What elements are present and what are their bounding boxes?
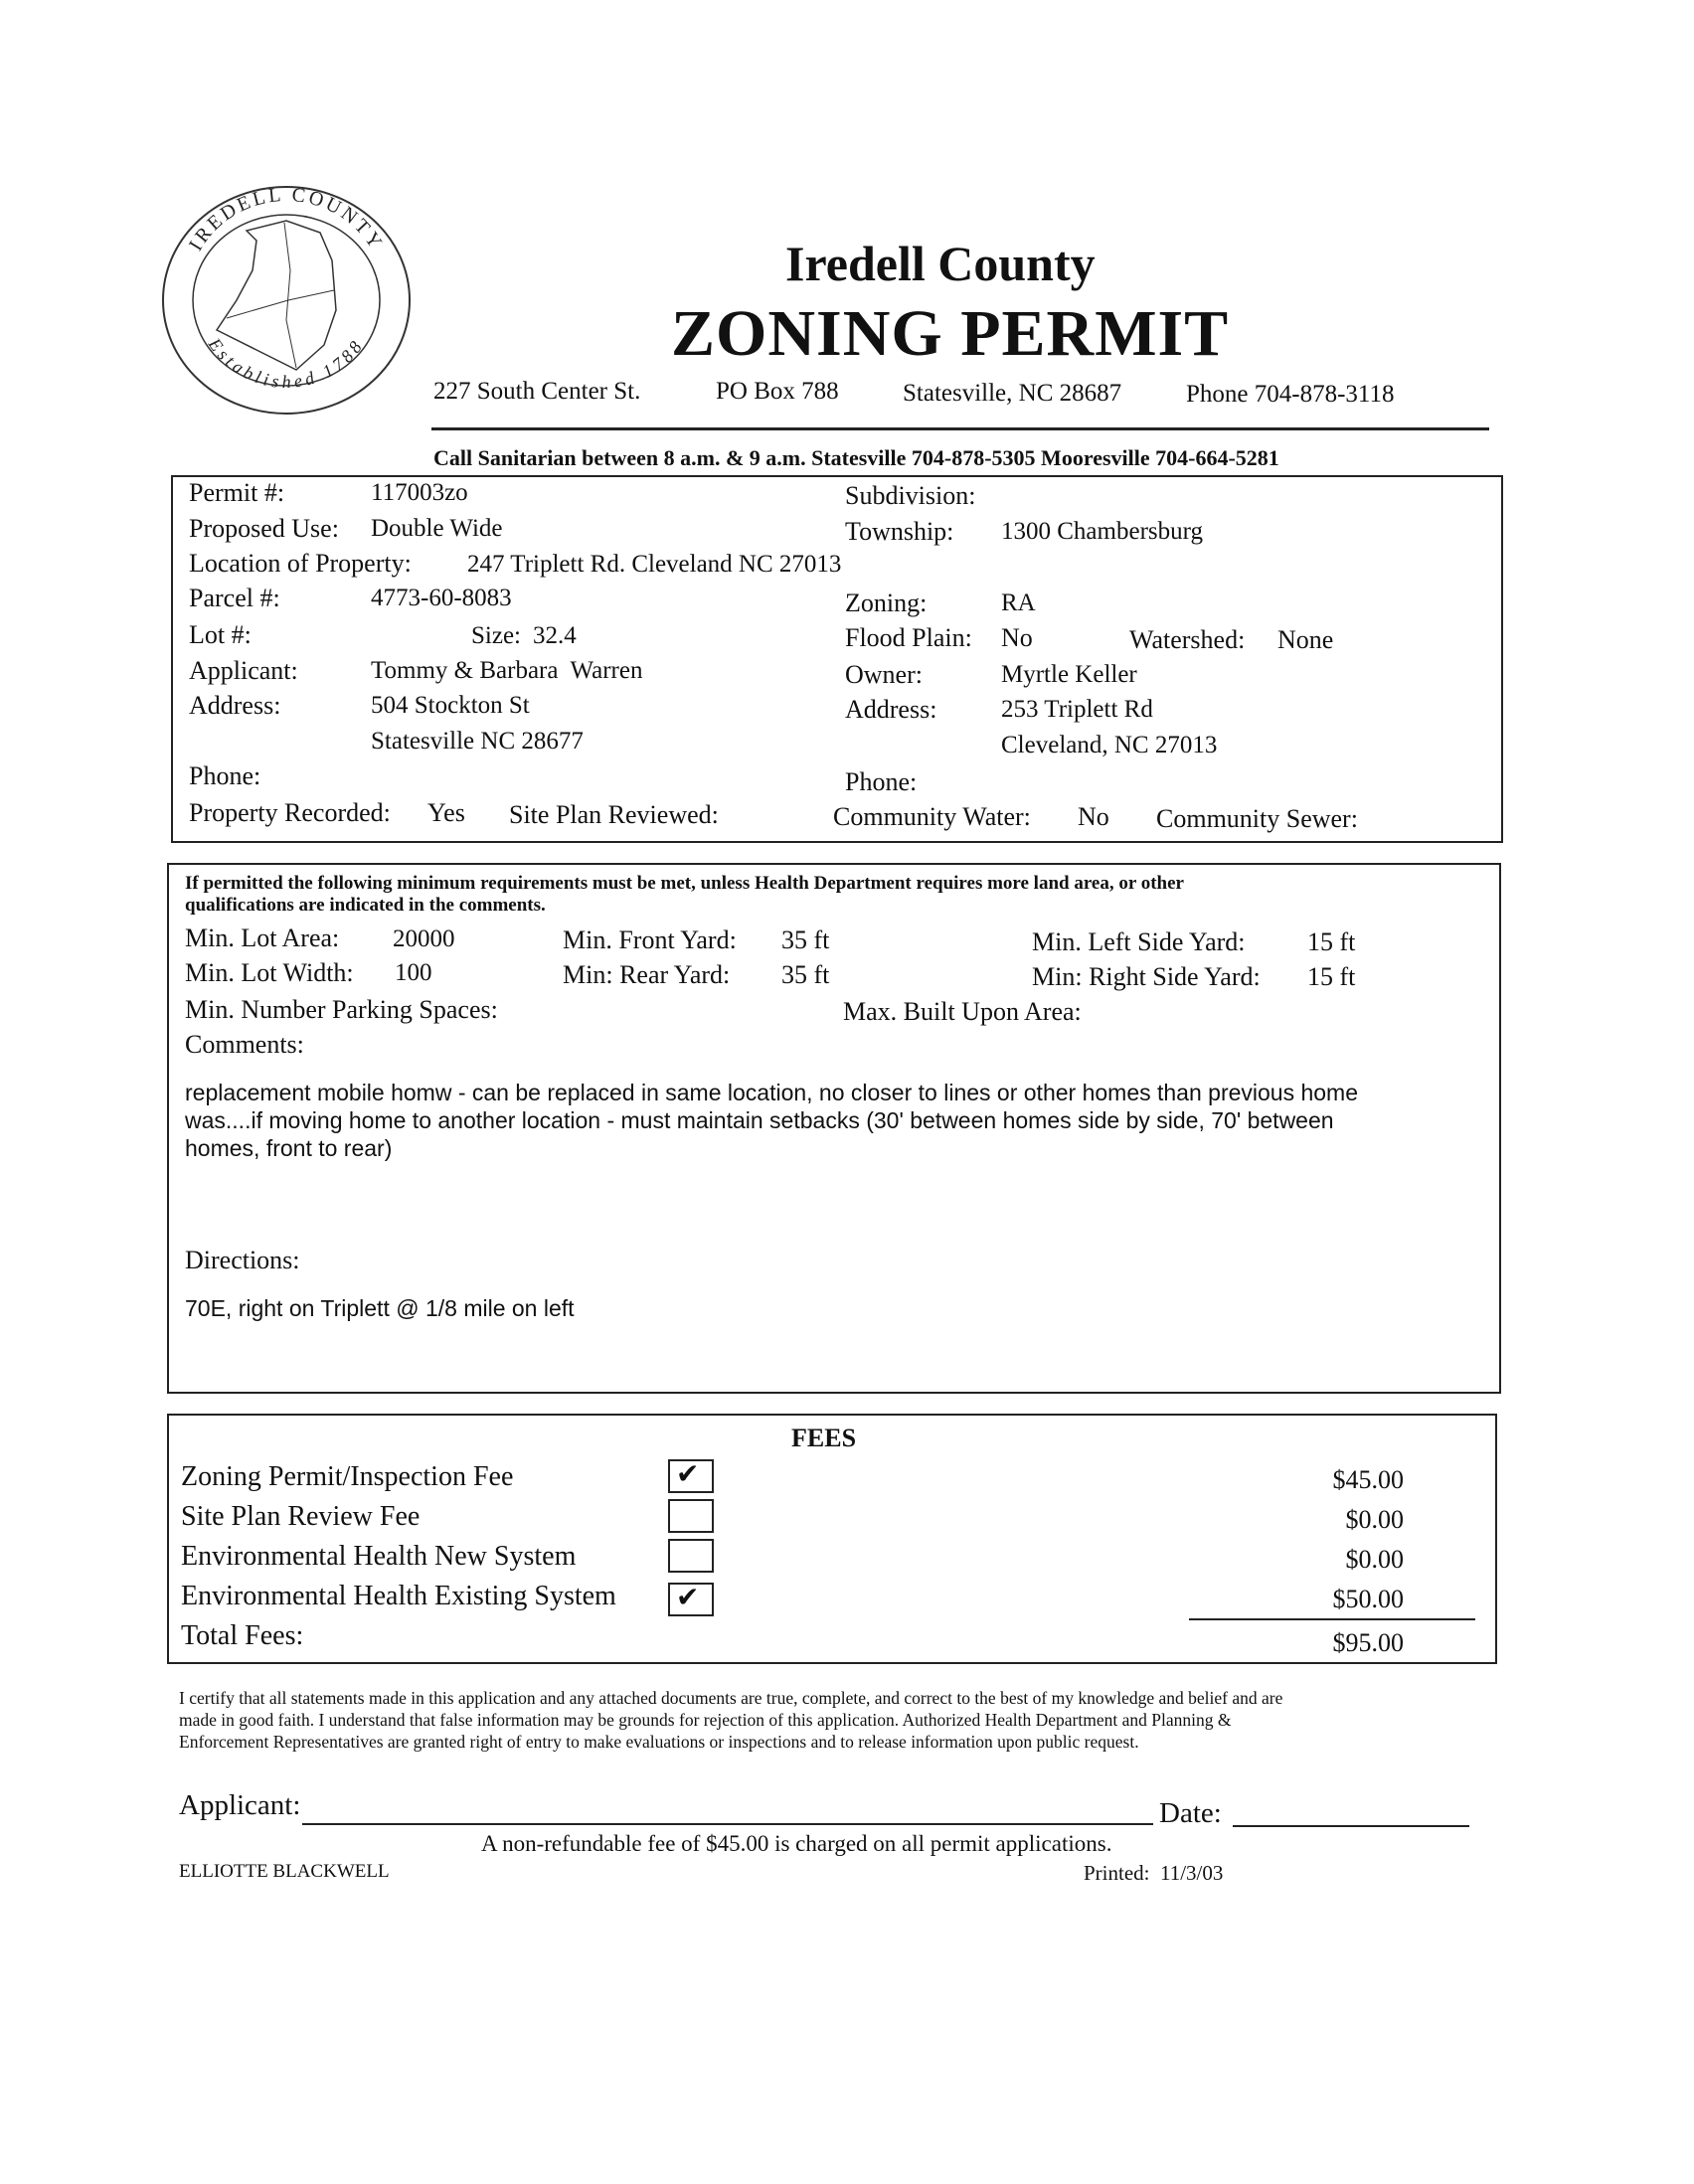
- subdivision-label: Subdivision:: [845, 481, 976, 510]
- svg-text:Established 1788: [204, 334, 368, 393]
- header-divider: [431, 427, 1489, 430]
- seal-top-text: IREDELL COUNTY: [184, 183, 388, 255]
- check-mark-icon: ✔: [676, 1457, 700, 1490]
- size-value: 32.4: [533, 622, 577, 649]
- header-street: 227 South Center St.: [433, 378, 641, 405]
- lot-label: Lot #:: [189, 620, 252, 649]
- min-lot-area-value: 20000: [393, 925, 455, 952]
- owner-value: Myrtle Keller: [1001, 661, 1137, 688]
- date-line[interactable]: [1233, 1825, 1469, 1827]
- owner-address-line2: Cleveland, NC 27013: [1001, 732, 1218, 758]
- property-recorded-label: Property Recorded:: [189, 798, 391, 827]
- fee-checkbox[interactable]: [668, 1583, 714, 1616]
- applicant-signature-line[interactable]: [302, 1823, 1153, 1825]
- header-pobox: PO Box 788: [716, 378, 839, 405]
- directions-value: 70E, right on Triplett @ 1/8 mile on left: [185, 1295, 575, 1321]
- fee-label: Environmental Health New System: [181, 1541, 577, 1572]
- issuer-name: ELLIOTTE BLACKWELL: [179, 1861, 390, 1882]
- min-rear-yard-value: 35 ft: [781, 960, 830, 989]
- watershed-value: None: [1277, 625, 1334, 654]
- fee-note: A non-refundable fee of $45.00 is charged on all permit applications.: [481, 1831, 1112, 1856]
- min-rear-yard-label: Min: Rear Yard:: [563, 960, 731, 989]
- fee-amount: $45.00: [1332, 1465, 1404, 1494]
- parking-spaces-label: Min. Number Parking Spaces:: [185, 995, 498, 1024]
- fees-title: FEES: [791, 1424, 857, 1452]
- total-fees-value: $95.00: [1332, 1628, 1404, 1657]
- township-label: Township:: [845, 517, 954, 546]
- fee-amount: $0.00: [1345, 1545, 1404, 1574]
- proposed-use-label: Proposed Use:: [189, 514, 339, 543]
- header-phone: Phone 704-878-3118: [1186, 381, 1395, 408]
- county-seal: [157, 181, 416, 420]
- comments-line1: replacement mobile homw - can be replaced in same location, no closer to lines or other homes than previous home: [185, 1080, 1359, 1105]
- proposed-use-value: Double Wide: [371, 515, 503, 542]
- date-label: Date:: [1159, 1797, 1222, 1829]
- community-water-value: No: [1078, 802, 1109, 831]
- fee-label: Site Plan Review Fee: [181, 1501, 421, 1532]
- flood-plain-value: No: [1001, 623, 1033, 652]
- permit-value: 117003zo: [371, 479, 468, 506]
- permit-label: Permit #:: [189, 478, 285, 507]
- directions-label: Directions:: [185, 1246, 300, 1274]
- owner-phone-label: Phone:: [845, 767, 918, 796]
- parcel-value: 4773-60-8083: [371, 585, 512, 611]
- applicant-label: Applicant:: [189, 656, 298, 685]
- zoning-value: RA: [1001, 589, 1036, 616]
- flood-plain-label: Flood Plain:: [845, 623, 972, 652]
- township-value: 1300 Chambersburg: [1001, 518, 1203, 545]
- owner-address-line1: 253 Triplett Rd: [1001, 696, 1153, 723]
- sanitarian-note: Call Sanitarian between 8 a.m. & 9 a.m. Statesville 704-878-5305 Mooresville 704-664-5281: [433, 445, 1279, 470]
- location-label: Location of Property:: [189, 549, 412, 578]
- total-fees-label: Total Fees:: [181, 1620, 304, 1651]
- parcel-label: Parcel #:: [189, 584, 280, 612]
- requirements-intro-line2: qualifications are indicated in the comments.: [185, 895, 546, 916]
- location-value: 247 Triplett Rd. Cleveland NC 27013: [467, 551, 842, 578]
- min-left-yard-value: 15 ft: [1307, 927, 1356, 956]
- min-lot-width-value: 100: [395, 959, 432, 986]
- fee-label: Environmental Health Existing System: [181, 1581, 616, 1611]
- page-title: ZONING PERMIT: [671, 297, 1230, 370]
- min-left-yard-label: Min. Left Side Yard:: [1032, 927, 1246, 956]
- fee-checkbox[interactable]: [668, 1499, 714, 1533]
- fee-checkbox[interactable]: [668, 1459, 714, 1493]
- certify-line3: Enforcement Representatives are granted right of entry to make evaluations or inspections and to release information upon public request.: [179, 1732, 1139, 1752]
- total-rule: [1189, 1618, 1475, 1620]
- fee-amount: $0.00: [1345, 1505, 1404, 1534]
- zoning-label: Zoning:: [845, 588, 928, 617]
- fee-checkbox[interactable]: [668, 1539, 714, 1573]
- property-recorded-value: Yes: [427, 798, 465, 827]
- owner-label: Owner:: [845, 660, 923, 689]
- printed-date: Printed: 11/3/03: [1084, 1861, 1224, 1885]
- community-water-label: Community Water:: [833, 802, 1031, 831]
- county-name: Iredell County: [785, 236, 1096, 291]
- size-label: Size:: [471, 622, 521, 649]
- applicant-value: Tommy & Barbara Warren: [371, 657, 643, 684]
- min-lot-area-label: Min. Lot Area:: [185, 924, 340, 952]
- applicant-signature-label: Applicant:: [179, 1789, 301, 1821]
- min-lot-width-label: Min. Lot Width:: [185, 958, 354, 987]
- owner-address-label: Address:: [845, 695, 937, 724]
- min-right-yard-value: 15 ft: [1307, 962, 1356, 991]
- min-front-yard-value: 35 ft: [781, 925, 830, 954]
- min-front-yard-label: Min. Front Yard:: [563, 925, 737, 954]
- applicant-address-line2: Statesville NC 28677: [371, 728, 584, 755]
- requirements-intro-line1: If permitted the following minimum requirements must be met, unless Health Department requires more land area, or other: [185, 873, 1184, 894]
- min-right-yard-label: Min: Right Side Yard:: [1032, 962, 1261, 991]
- comments-line3: homes, front to rear): [185, 1135, 393, 1161]
- applicant-phone-label: Phone:: [189, 761, 261, 790]
- community-sewer-label: Community Sewer:: [1156, 804, 1358, 833]
- watershed-label: Watershed:: [1129, 625, 1246, 654]
- fee-label: Zoning Permit/Inspection Fee: [181, 1461, 514, 1492]
- site-plan-reviewed-label: Site Plan Reviewed:: [509, 800, 719, 829]
- applicant-address-label: Address:: [189, 691, 281, 720]
- seal-graphic: [157, 181, 416, 420]
- check-mark-icon: ✔: [676, 1581, 700, 1613]
- max-built-area-label: Max. Built Upon Area:: [843, 997, 1082, 1026]
- seal-bottom-text: Established 1788: [204, 334, 369, 393]
- certify-line2: made in good faith. I understand that false information may be grounds for rejection of this application. Authorized Health Department and Planning &: [179, 1710, 1232, 1730]
- header-city: Statesville, NC 28687: [903, 380, 1122, 407]
- certify-line1: I certify that all statements made in this application and any attached documents are true, complete, and correct to the best of my knowledge and belief and are: [179, 1688, 1283, 1708]
- fee-amount: $50.00: [1332, 1585, 1404, 1613]
- comments-line2: was....if moving home to another location - must maintain setbacks (30' between homes side by side, 70' between: [185, 1107, 1334, 1133]
- comments-label: Comments:: [185, 1030, 304, 1059]
- applicant-address-line1: 504 Stockton St: [371, 692, 530, 719]
